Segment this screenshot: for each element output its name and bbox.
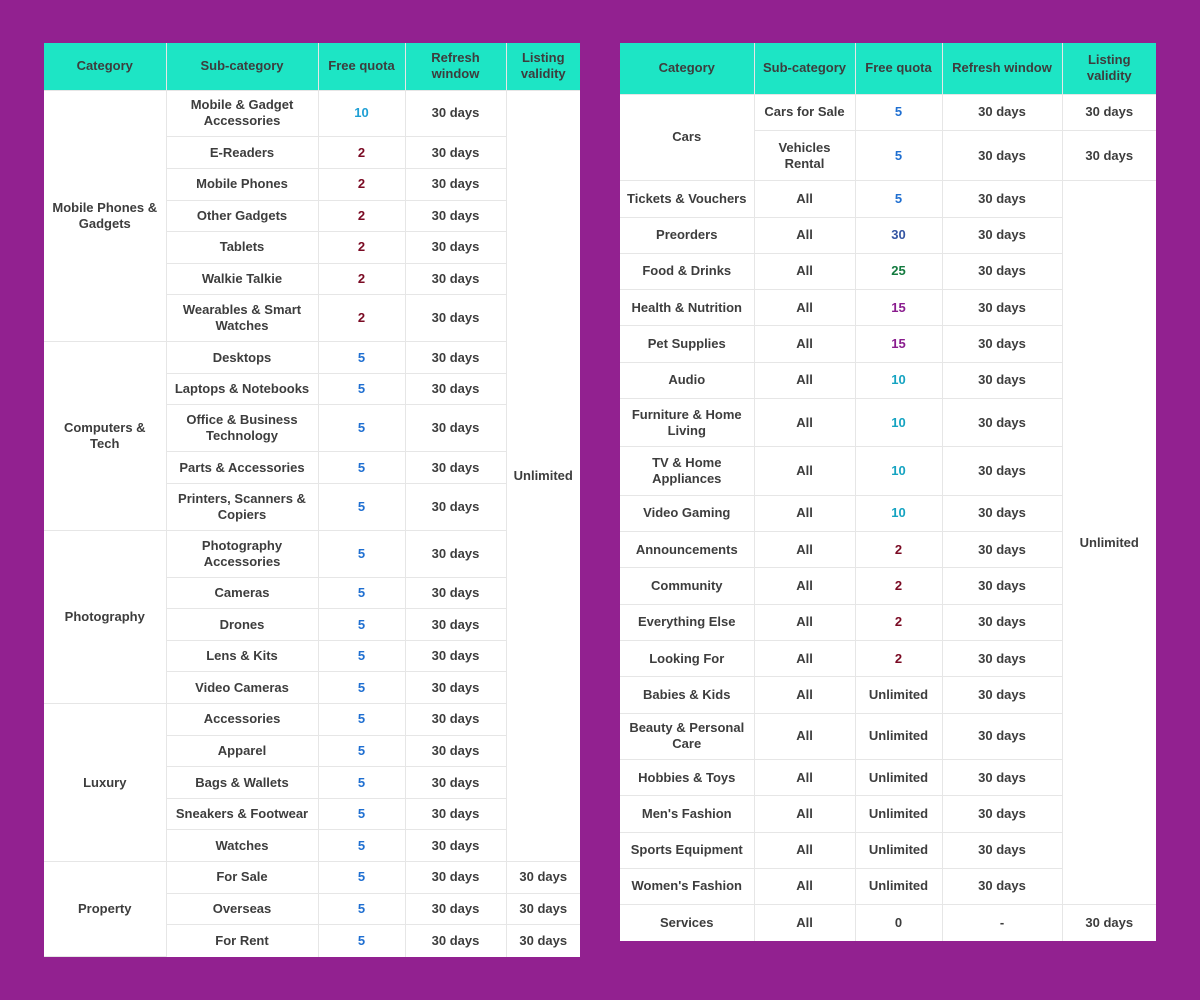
refresh-window-cell: 30 days <box>405 232 506 264</box>
refresh-window-cell: 30 days <box>405 672 506 704</box>
category-cell: TV & Home Appliances <box>620 447 754 495</box>
sub-category-cell: All <box>754 713 855 759</box>
sub-category-cell: Other Gadgets <box>166 200 318 232</box>
free-quota-cell: 5 <box>318 405 405 452</box>
category-cell: Beauty & Personal Care <box>620 713 754 759</box>
free-quota-cell: 5 <box>318 342 405 374</box>
sub-category-cell: All <box>754 604 855 640</box>
refresh-window-cell: 30 days <box>405 609 506 641</box>
refresh-window-cell: 30 days <box>405 893 506 925</box>
free-quota-cell: 5 <box>318 609 405 641</box>
table-row <box>44 90 580 137</box>
refresh-window-cell: 30 days <box>942 796 1062 832</box>
free-quota-cell: 2 <box>318 232 405 264</box>
refresh-window-cell: - <box>942 905 1062 941</box>
category-cell: Luxury <box>44 704 166 862</box>
sub-category-cell: All <box>754 640 855 676</box>
refresh-window-cell: 30 days <box>942 217 1062 253</box>
free-quota-cell: 5 <box>855 181 942 217</box>
sub-category-cell: All <box>754 495 855 531</box>
sub-category-cell: Drones <box>166 609 318 641</box>
free-quota-cell: 10 <box>855 447 942 495</box>
refresh-window-cell: 30 days <box>405 830 506 862</box>
sub-category-cell: All <box>754 796 855 832</box>
free-quota-cell: 5 <box>318 672 405 704</box>
refresh-window-cell: 30 days <box>942 832 1062 868</box>
category-cell: Community <box>620 568 754 604</box>
sub-category-cell: All <box>754 362 855 398</box>
category-cell: Mobile Phones & Gadgets <box>44 90 166 342</box>
header-row <box>44 43 580 90</box>
sub-category-cell: Vehicles Rental <box>754 130 855 180</box>
free-quota-cell: 10 <box>855 362 942 398</box>
header-sub-category: Sub-category <box>166 43 318 90</box>
category-cell: Services <box>620 905 754 941</box>
refresh-window-cell: 30 days <box>942 362 1062 398</box>
left-quota-table <box>44 43 580 957</box>
sub-category-cell: All <box>754 181 855 217</box>
free-quota-cell: Unlimited <box>855 832 942 868</box>
refresh-window-cell: 30 days <box>942 713 1062 759</box>
category-cell: Food & Drinks <box>620 253 754 289</box>
refresh-window-cell: 30 days <box>942 181 1062 217</box>
header-free-quota: Free quota <box>318 43 405 90</box>
refresh-window-cell: 30 days <box>942 532 1062 568</box>
sub-category-cell: Cameras <box>166 577 318 609</box>
refresh-window-cell: 30 days <box>942 398 1062 446</box>
sub-category-cell: Cars for Sale <box>754 94 855 130</box>
sub-category-cell: Parts & Accessories <box>166 452 318 484</box>
table-row <box>44 342 580 374</box>
sub-category-cell: All <box>754 290 855 326</box>
refresh-window-cell: 30 days <box>942 759 1062 795</box>
category-cell: Women's Fashion <box>620 868 754 904</box>
category-cell: Health & Nutrition <box>620 290 754 326</box>
free-quota-cell: 5 <box>318 373 405 405</box>
category-cell: Computers & Tech <box>44 342 166 531</box>
refresh-window-cell: 30 days <box>405 640 506 672</box>
listing-validity-cell: 30 days <box>506 893 580 925</box>
refresh-window-cell: 30 days <box>405 862 506 894</box>
free-quota-cell: 30 <box>855 217 942 253</box>
sub-category-cell: E-Readers <box>166 137 318 169</box>
refresh-window-cell: 30 days <box>405 925 506 957</box>
right-table-body <box>620 94 1156 941</box>
refresh-window-cell: 30 days <box>405 530 506 577</box>
right-quota-table <box>620 43 1156 941</box>
right-quota-table-panel <box>620 43 1156 941</box>
sub-category-cell: Bags & Wallets <box>166 767 318 799</box>
sub-category-cell: For Sale <box>166 862 318 894</box>
refresh-window-cell: 30 days <box>405 798 506 830</box>
sub-category-cell: Printers, Scanners & Copiers <box>166 483 318 530</box>
category-cell: Audio <box>620 362 754 398</box>
header-sub-category: Sub-category <box>754 43 855 94</box>
header-refresh-window: Refresh window <box>942 43 1062 94</box>
free-quota-cell: 5 <box>318 893 405 925</box>
listing-validity-cell: Unlimited <box>1062 181 1156 905</box>
category-cell: Babies & Kids <box>620 677 754 713</box>
category-cell: Sports Equipment <box>620 832 754 868</box>
category-cell: Preorders <box>620 217 754 253</box>
free-quota-cell: 2 <box>318 295 405 342</box>
free-quota-cell: 2 <box>318 168 405 200</box>
refresh-window-cell: 30 days <box>405 263 506 295</box>
sub-category-cell: Mobile Phones <box>166 168 318 200</box>
free-quota-cell: 10 <box>318 90 405 137</box>
refresh-window-cell: 30 days <box>405 90 506 137</box>
refresh-window-cell: 30 days <box>942 640 1062 676</box>
category-cell: Furniture & Home Living <box>620 398 754 446</box>
sub-category-cell: Sneakers & Footwear <box>166 798 318 830</box>
category-cell: Photography <box>44 530 166 703</box>
table-row <box>44 530 580 577</box>
refresh-window-cell: 30 days <box>405 373 506 405</box>
sub-category-cell: Accessories <box>166 704 318 736</box>
free-quota-cell: 5 <box>318 862 405 894</box>
sub-category-cell: All <box>754 326 855 362</box>
free-quota-cell: 5 <box>318 452 405 484</box>
header-refresh-window: Refresh window <box>405 43 506 90</box>
category-cell: Pet Supplies <box>620 326 754 362</box>
refresh-window-cell: 30 days <box>405 767 506 799</box>
category-cell: Hobbies & Toys <box>620 759 754 795</box>
free-quota-cell: 5 <box>318 767 405 799</box>
refresh-window-cell: 30 days <box>405 577 506 609</box>
free-quota-cell: 25 <box>855 253 942 289</box>
free-quota-cell: 5 <box>318 577 405 609</box>
header-row <box>620 43 1156 94</box>
table-row <box>620 94 1156 130</box>
listing-validity-cell: 30 days <box>1062 94 1156 130</box>
free-quota-cell: 5 <box>318 830 405 862</box>
category-cell: Property <box>44 862 166 957</box>
free-quota-cell: 2 <box>855 640 942 676</box>
sub-category-cell: All <box>754 568 855 604</box>
sub-category-cell: All <box>754 905 855 941</box>
sub-category-cell: Tablets <box>166 232 318 264</box>
free-quota-cell: Unlimited <box>855 677 942 713</box>
sub-category-cell: Office & Business Technology <box>166 405 318 452</box>
free-quota-cell: 2 <box>318 263 405 295</box>
free-quota-cell: 2 <box>855 604 942 640</box>
refresh-window-cell: 30 days <box>942 253 1062 289</box>
refresh-window-cell: 30 days <box>942 495 1062 531</box>
refresh-window-cell: 30 days <box>405 452 506 484</box>
header-category: Category <box>44 43 166 90</box>
sub-category-cell: Apparel <box>166 735 318 767</box>
table-row <box>620 905 1156 941</box>
refresh-window-cell: 30 days <box>942 447 1062 495</box>
sub-category-cell: Video Cameras <box>166 672 318 704</box>
free-quota-cell: 5 <box>318 735 405 767</box>
free-quota-cell: 5 <box>318 704 405 736</box>
refresh-window-cell: 30 days <box>405 735 506 767</box>
refresh-window-cell: 30 days <box>405 342 506 374</box>
sub-category-cell: All <box>754 759 855 795</box>
refresh-window-cell: 30 days <box>942 677 1062 713</box>
refresh-window-cell: 30 days <box>942 290 1062 326</box>
sub-category-cell: Overseas <box>166 893 318 925</box>
category-cell: Looking For <box>620 640 754 676</box>
category-cell: Video Gaming <box>620 495 754 531</box>
category-cell: Cars <box>620 94 754 181</box>
sub-category-cell: Watches <box>166 830 318 862</box>
header-listing-validity: Listing validity <box>506 43 580 90</box>
free-quota-cell: Unlimited <box>855 759 942 795</box>
refresh-window-cell: 30 days <box>942 568 1062 604</box>
free-quota-cell: Unlimited <box>855 796 942 832</box>
category-cell: Announcements <box>620 532 754 568</box>
sub-category-cell: Lens & Kits <box>166 640 318 672</box>
free-quota-cell: 2 <box>855 532 942 568</box>
category-cell: Tickets & Vouchers <box>620 181 754 217</box>
listing-validity-cell: 30 days <box>506 862 580 894</box>
refresh-window-cell: 30 days <box>942 604 1062 640</box>
left-quota-table-panel <box>44 43 580 957</box>
free-quota-cell: Unlimited <box>855 713 942 759</box>
table-row <box>44 704 580 736</box>
free-quota-cell: 10 <box>855 495 942 531</box>
sub-category-cell: Desktops <box>166 342 318 374</box>
header-free-quota: Free quota <box>855 43 942 94</box>
listing-validity-cell: Unlimited <box>506 90 580 862</box>
sub-category-cell: All <box>754 398 855 446</box>
sub-category-cell: For Rent <box>166 925 318 957</box>
free-quota-cell: 5 <box>318 798 405 830</box>
free-quota-cell: 0 <box>855 905 942 941</box>
free-quota-cell: 2 <box>318 137 405 169</box>
free-quota-cell: 5 <box>855 94 942 130</box>
free-quota-cell: 2 <box>855 568 942 604</box>
sub-category-cell: All <box>754 253 855 289</box>
sub-category-cell: Mobile & Gadget Accessories <box>166 90 318 137</box>
sub-category-cell: Walkie Talkie <box>166 263 318 295</box>
sub-category-cell: Photography Accessories <box>166 530 318 577</box>
free-quota-cell: 5 <box>318 640 405 672</box>
free-quota-cell: 5 <box>318 530 405 577</box>
refresh-window-cell: 30 days <box>942 94 1062 130</box>
free-quota-cell: 5 <box>318 483 405 530</box>
sub-category-cell: All <box>754 868 855 904</box>
sub-category-cell: Laptops & Notebooks <box>166 373 318 405</box>
free-quota-cell: 5 <box>855 130 942 180</box>
refresh-window-cell: 30 days <box>405 295 506 342</box>
refresh-window-cell: 30 days <box>405 200 506 232</box>
sub-category-cell: All <box>754 217 855 253</box>
sub-category-cell: All <box>754 832 855 868</box>
refresh-window-cell: 30 days <box>405 405 506 452</box>
free-quota-cell: Unlimited <box>855 868 942 904</box>
listing-validity-cell: 30 days <box>506 925 580 957</box>
listing-validity-cell: 30 days <box>1062 905 1156 941</box>
sub-category-cell: All <box>754 447 855 495</box>
table-row <box>44 862 580 894</box>
header-listing-validity: Listing validity <box>1062 43 1156 94</box>
refresh-window-cell: 30 days <box>942 130 1062 180</box>
refresh-window-cell: 30 days <box>405 704 506 736</box>
free-quota-cell: 10 <box>855 398 942 446</box>
refresh-window-cell: 30 days <box>405 483 506 530</box>
category-cell: Everything Else <box>620 604 754 640</box>
table-row <box>620 181 1156 217</box>
refresh-window-cell: 30 days <box>942 868 1062 904</box>
sub-category-cell: All <box>754 677 855 713</box>
listing-validity-cell: 30 days <box>1062 130 1156 180</box>
refresh-window-cell: 30 days <box>942 326 1062 362</box>
sub-category-cell: All <box>754 532 855 568</box>
refresh-window-cell: 30 days <box>405 137 506 169</box>
free-quota-cell: 15 <box>855 290 942 326</box>
free-quota-cell: 5 <box>318 925 405 957</box>
free-quota-cell: 15 <box>855 326 942 362</box>
refresh-window-cell: 30 days <box>405 168 506 200</box>
free-quota-cell: 2 <box>318 200 405 232</box>
category-cell: Men's Fashion <box>620 796 754 832</box>
left-table-body <box>44 90 580 957</box>
sub-category-cell: Wearables & Smart Watches <box>166 295 318 342</box>
header-category: Category <box>620 43 754 94</box>
